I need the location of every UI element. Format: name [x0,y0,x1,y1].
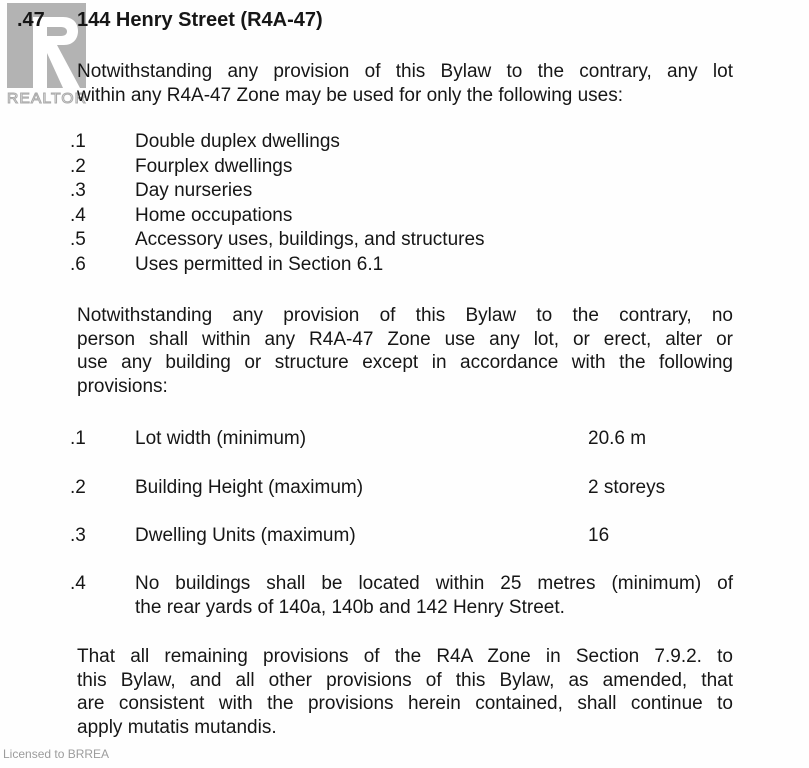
provision-value: 20.6 m [588,428,647,449]
permitted-use-item [70,253,485,278]
use-item-number: .2 [70,155,86,177]
provision-row [70,476,740,500]
use-item-number: .6 [70,253,86,275]
use-item-text: Day nurseries [135,180,253,202]
text-line: Notwithstanding any provision of this Bylaw to the contrary, no [77,305,733,326]
use-item-text: Accessory uses, buildings, and structures [135,229,485,251]
use-item-number: .4 [70,204,86,226]
intro-paragraph [77,60,733,107]
use-item-text: Double duplex dwellings [135,131,340,152]
permitted-uses-list [70,130,485,278]
text-line: are consistent with the provisions herein contained, shall continue to [77,693,733,715]
provision-row [70,427,740,451]
permitted-use-item [70,228,485,253]
text-line: the rear yards of 140a, 140b and 142 Henry Street. [135,596,565,618]
provision-label: Dwelling Units (maximum) [135,525,356,546]
provision-number: .3 [70,525,86,546]
provision-label: Lot width (minimum) [135,428,307,449]
text-line: use any building or structure except in accordance with the following [77,352,733,374]
text-line: apply mutatis mutandis. [77,717,277,739]
permitted-use-item [70,179,485,204]
text-line: within any R4A-47 Zone may be used for only the following uses: [77,84,624,106]
text-line: person shall within any R4A-47 Zone use any lot, or erect, alter or [77,328,733,350]
provisions-list [70,427,740,573]
provision-number: .1 [70,428,86,449]
section-number: .47 [17,9,45,31]
provision-label: Building Height (maximum) [135,476,364,498]
use-item-number: .1 [70,131,86,152]
permitted-use-item [70,155,485,180]
permitted-use-item [70,130,485,155]
text-line: provisions: [77,376,168,398]
text-line: That all remaining provisions of the R4A Zone in Section 7.9.2. to [77,646,733,667]
use-item-number: .5 [70,229,86,251]
provision-note-row [70,572,733,619]
permitted-use-item [70,204,485,229]
provision-note-text [135,572,733,619]
provisions-intro-paragraph [77,304,733,399]
text-line: this Bylaw, and all other provisions of this Bylaw, as amended, that [77,669,733,691]
use-item-text: Home occupations [135,204,293,226]
license-note: Licensed to BRREA [3,747,110,761]
closing-paragraph [77,645,733,740]
use-item-text: Fourplex dwellings [135,155,293,177]
provision-number: .2 [70,476,86,498]
use-item-text: Uses permitted in Section 6.1 [135,253,384,275]
provision-value: 16 [588,525,610,546]
provision-value: 2 storeys [588,476,666,498]
use-item-number: .3 [70,180,86,202]
provision-note-number: .4 [70,573,86,594]
page-title: 144 Henry Street (R4A-47) [77,9,323,31]
provision-row [70,524,740,548]
text-line: Notwithstanding any provision of this Bylaw to the contrary, any lot [77,61,733,82]
realtor-wordmark-text: REALTOR [7,90,87,107]
text-line: No buildings shall be located within 25 metres (minimum) of [135,573,733,594]
